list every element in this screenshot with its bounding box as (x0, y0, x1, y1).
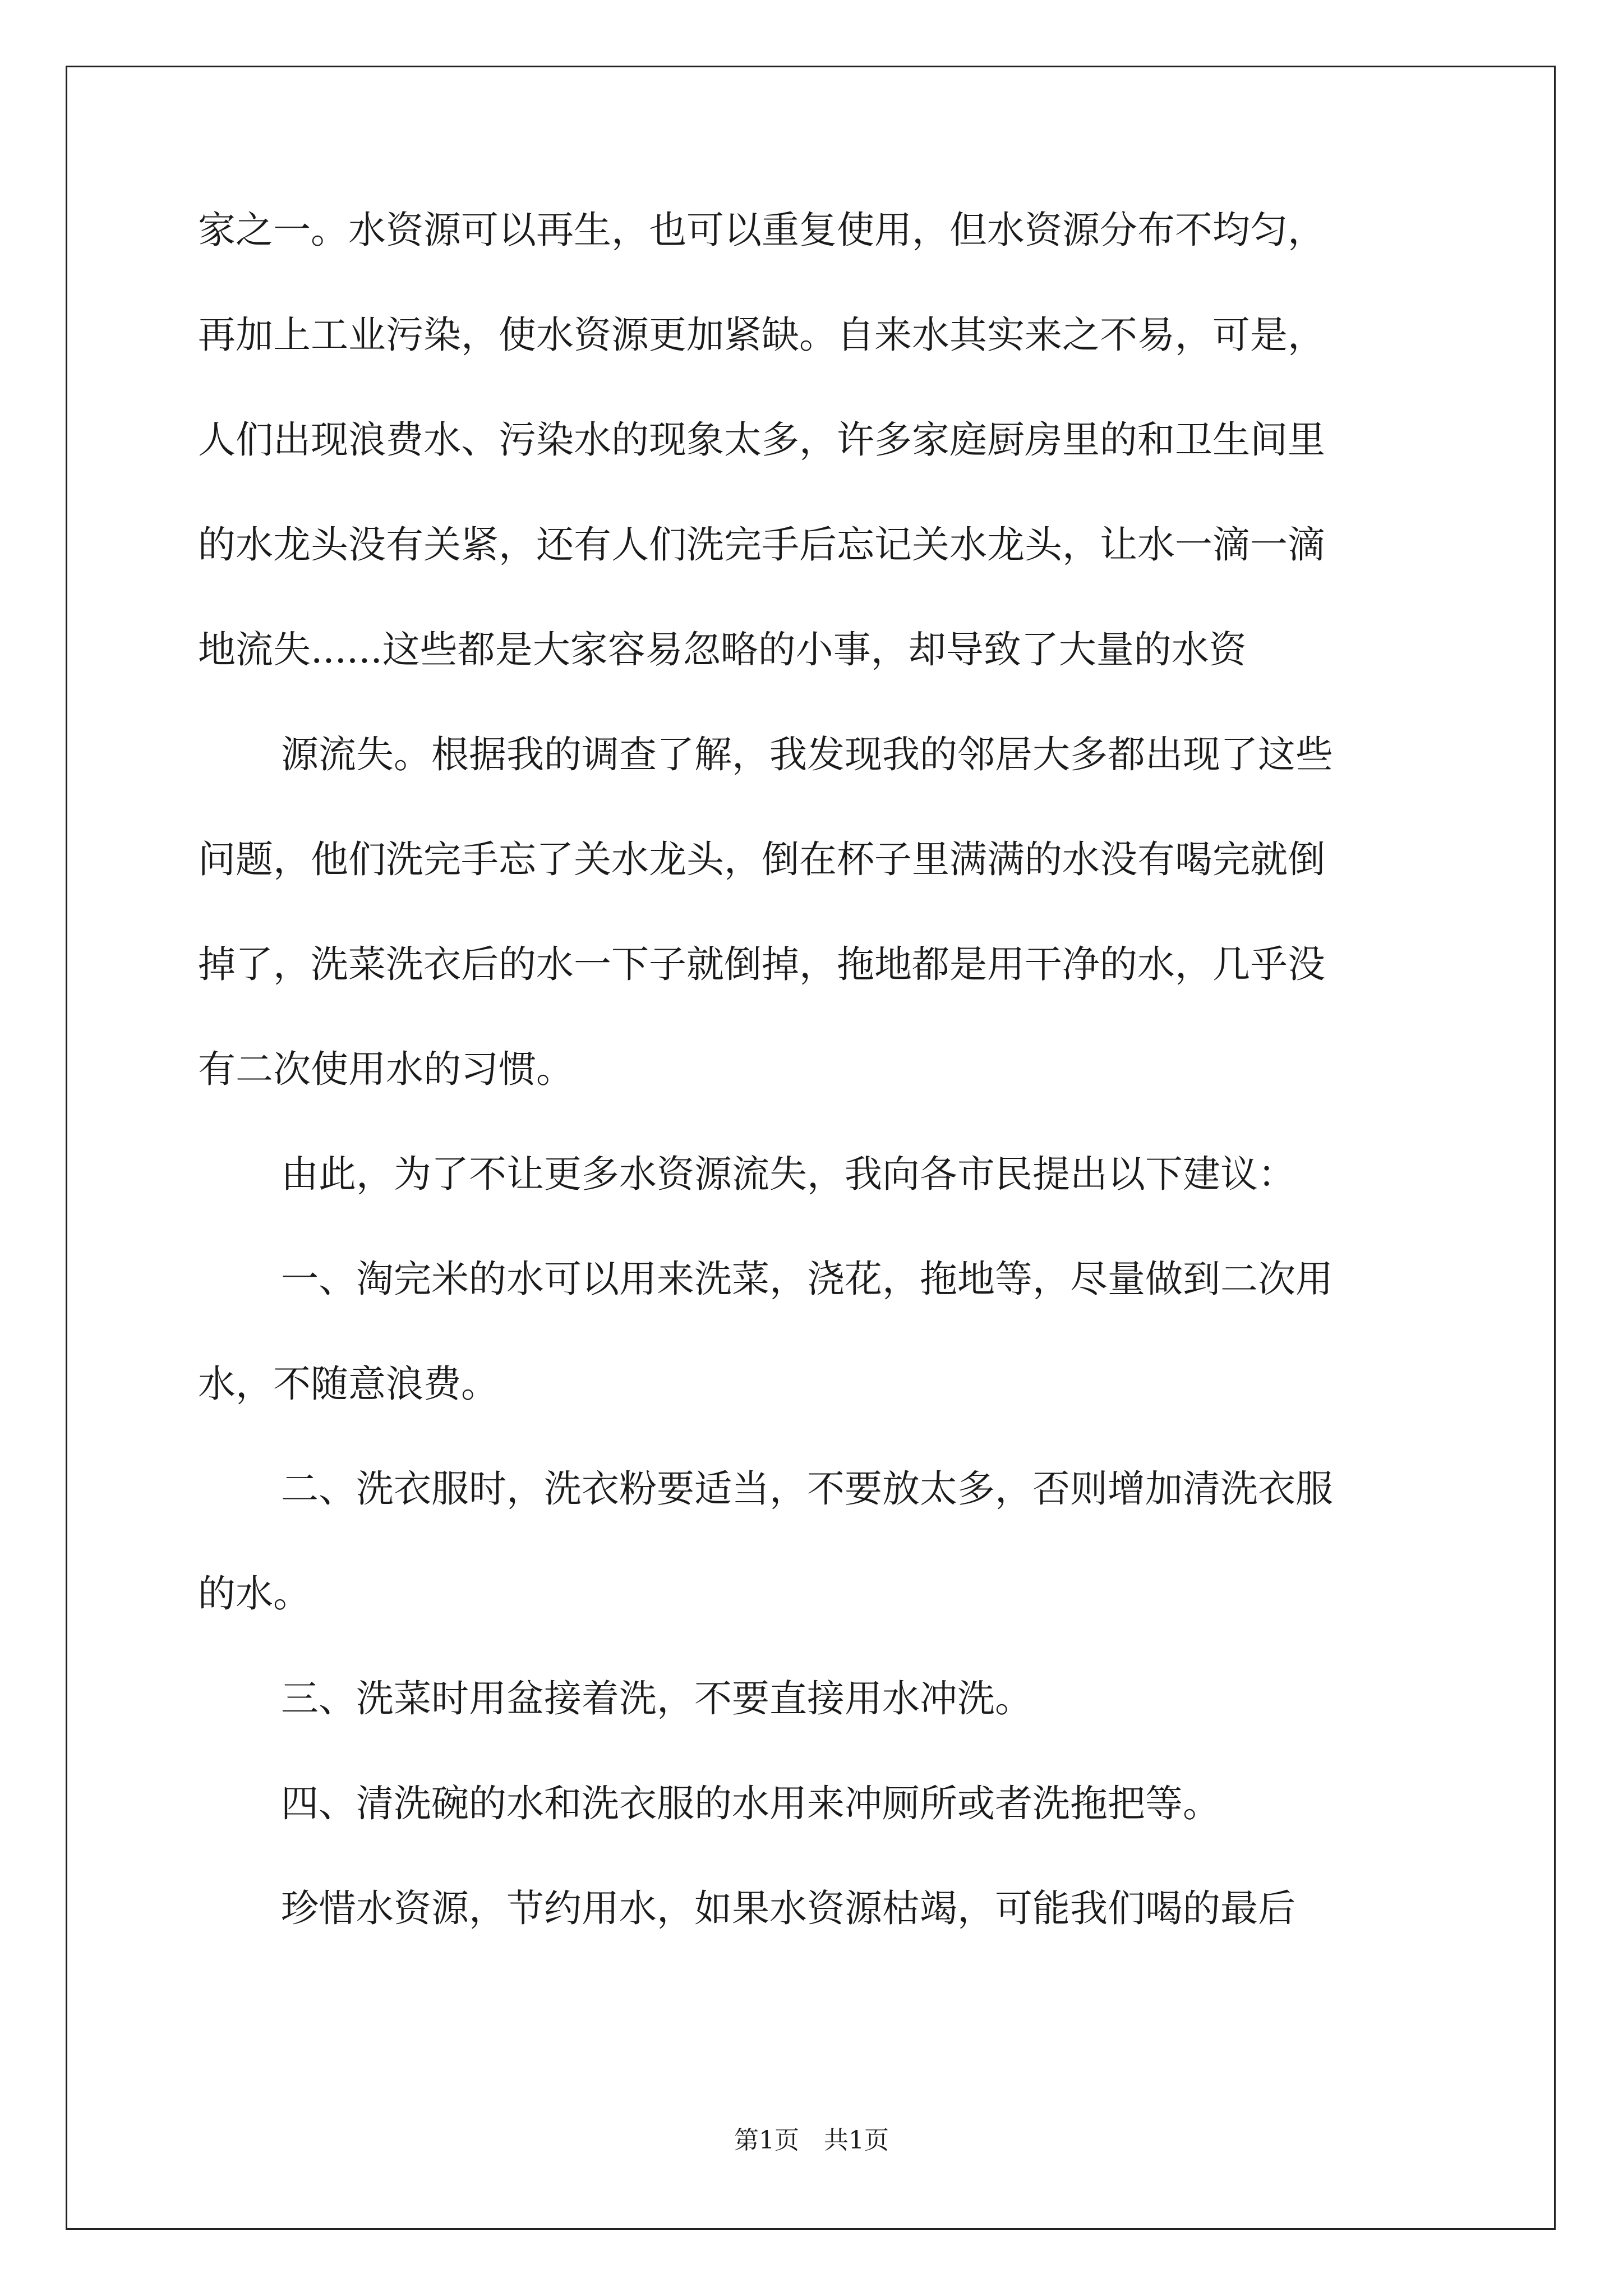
text-line: 四、清洗碗的水和洗衣服的水用来冲厕所或者洗拖把等。 (281, 1782, 1220, 1825)
text-line: 地流失......这些都是大家容易忽略的小事，却导致了大量的水资 (198, 628, 1247, 671)
text-line: 二、洗衣服时，洗衣粉要适当，不要放太多，否则增加清洗衣服 (281, 1467, 1333, 1511)
text-line: 有二次使用水的习惯。 (198, 1047, 574, 1091)
text-line: 的水龙头没有关紧，还有人们洗完手后忘记关水龙头，让水一滴一滴 (198, 523, 1325, 567)
text-line: 的水。 (198, 1572, 311, 1616)
text-line: 水，不随意浪费。 (198, 1362, 499, 1406)
text-line: 再加上工业污染，使水资源更加紧缺。自来水其实来之不易，可是， (198, 313, 1325, 357)
text-line: 问题，他们洗完手忘了关水龙头，倒在杯子里满满的水没有喝完就倒 (198, 838, 1325, 881)
page-footer: 第1页 共1页 (734, 2126, 889, 2155)
text-line: 一、淘完米的水可以用来洗菜，浇花，拖地等，尽量做到二次用 (281, 1257, 1333, 1301)
text-line: 由此，为了不让更多水资源流失，我向各市民提出以下建议： (281, 1152, 1295, 1196)
text-line: 人们出现浪费水、污染水的现象太多，许多家庭厨房里的和卫生间里 (198, 418, 1325, 462)
text-line: 掉了，洗菜洗衣后的水一下子就倒掉，拖地都是用干净的水，几乎没 (198, 942, 1325, 986)
text-line: 家之一。水资源可以再生，也可以重复使用，但水资源分布不均匀， (198, 208, 1325, 252)
text-line: 源流失。根据我的调查了解，我发现我的邻居大多都出现了这些 (281, 733, 1333, 776)
text-line: 珍惜水资源，节约用水，如果水资源枯竭，可能我们喝的最后 (281, 1887, 1295, 1930)
text-line: 三、洗菜时用盆接着洗，不要直接用水冲洗。 (281, 1677, 1032, 1720)
